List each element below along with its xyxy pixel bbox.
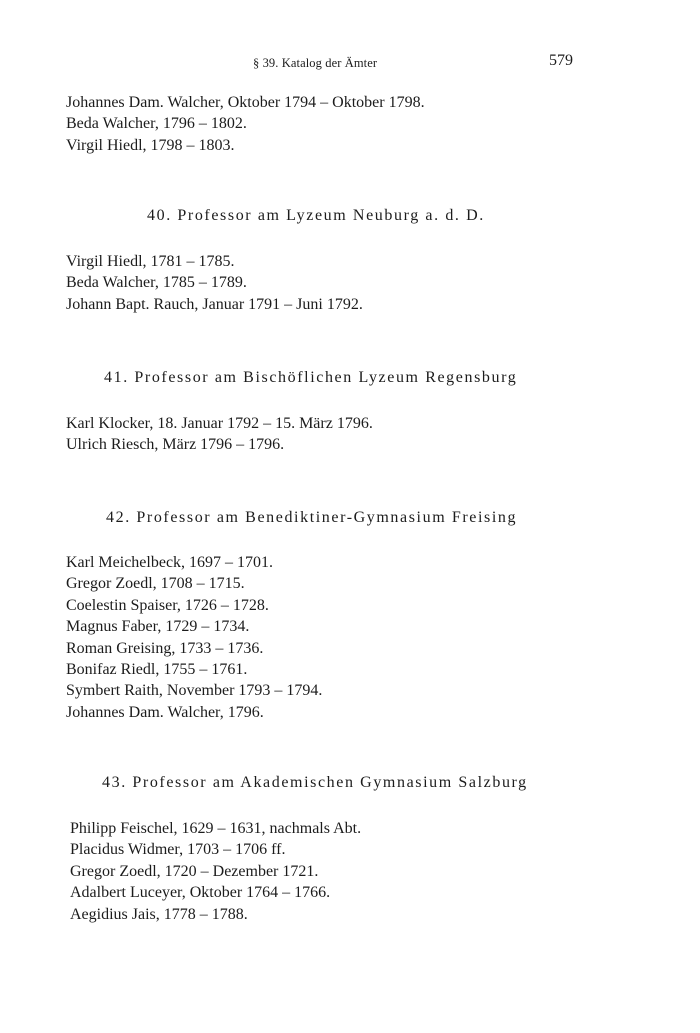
section-40-entry-list (66, 251, 363, 315)
section-heading-43: 43. Professor am Akademischen Gymnasium Salzburg (102, 774, 528, 791)
top-entry-list (66, 92, 425, 156)
section-heading-41: 41. Professor am Bischöflichen Lyzeum Regensburg (104, 369, 518, 386)
list-item: Karl Meichelbeck, 1697 – 1701. (66, 554, 274, 571)
section-41-entry-list (66, 413, 373, 456)
list-item: Philipp Feischel, 1629 – 1631, nachmals Abt. (70, 820, 362, 837)
section-42-entry-list (66, 552, 322, 723)
list-item: Roman Greising, 1733 – 1736. (66, 639, 264, 657)
page-number: 579 (549, 52, 573, 69)
list-item: Johannes Dam. Walcher, Oktober 1794 – Oktober 1798. (66, 94, 425, 111)
list-item: Magnus Faber, 1729 – 1734. (66, 618, 250, 636)
section-43-entry-list (70, 818, 361, 925)
list-item: Karl Klocker, 18. Januar 1792 – 15. März 1796. (66, 415, 373, 432)
list-item: Beda Walcher, 1796 – 1802. (66, 115, 247, 133)
list-item: Placidus Widmer, 1703 – 1706 ff. (70, 841, 286, 859)
list-item: Johann Bapt. Rauch, Januar 1791 – Juni 1792. (66, 295, 363, 313)
list-item: Ulrich Riesch, März 1796 – 1796. (66, 436, 285, 454)
list-item: Johannes Dam. Walcher, 1796. (66, 703, 264, 721)
list-item: Gregor Zoedl, 1720 – Dezember 1721. (70, 862, 319, 880)
section-heading-42: 42. Professor am Benediktiner-Gymnasium Freising (106, 509, 518, 526)
list-item: Virgil Hiedl, 1798 – 1803. (66, 136, 235, 154)
list-item: Symbert Raith, November 1793 – 1794. (66, 682, 323, 700)
list-item: Virgil Hiedl, 1781 – 1785. (66, 253, 235, 270)
section-heading-40: 40. Professor am Lyzeum Neuburg a. d. D. (147, 207, 485, 224)
list-item: Adalbert Luceyer, Oktober 1764 – 1766. (70, 884, 331, 902)
running-head: § 39. Katalog der Ämter (253, 56, 378, 70)
list-item: Beda Walcher, 1785 – 1789. (66, 274, 247, 292)
list-item: Aegidius Jais, 1778 – 1788. (70, 905, 248, 923)
list-item: Gregor Zoedl, 1708 – 1715. (66, 575, 245, 593)
list-item: Coelestin Spaiser, 1726 – 1728. (66, 596, 269, 614)
list-item: Bonifaz Riedl, 1755 – 1761. (66, 661, 248, 679)
